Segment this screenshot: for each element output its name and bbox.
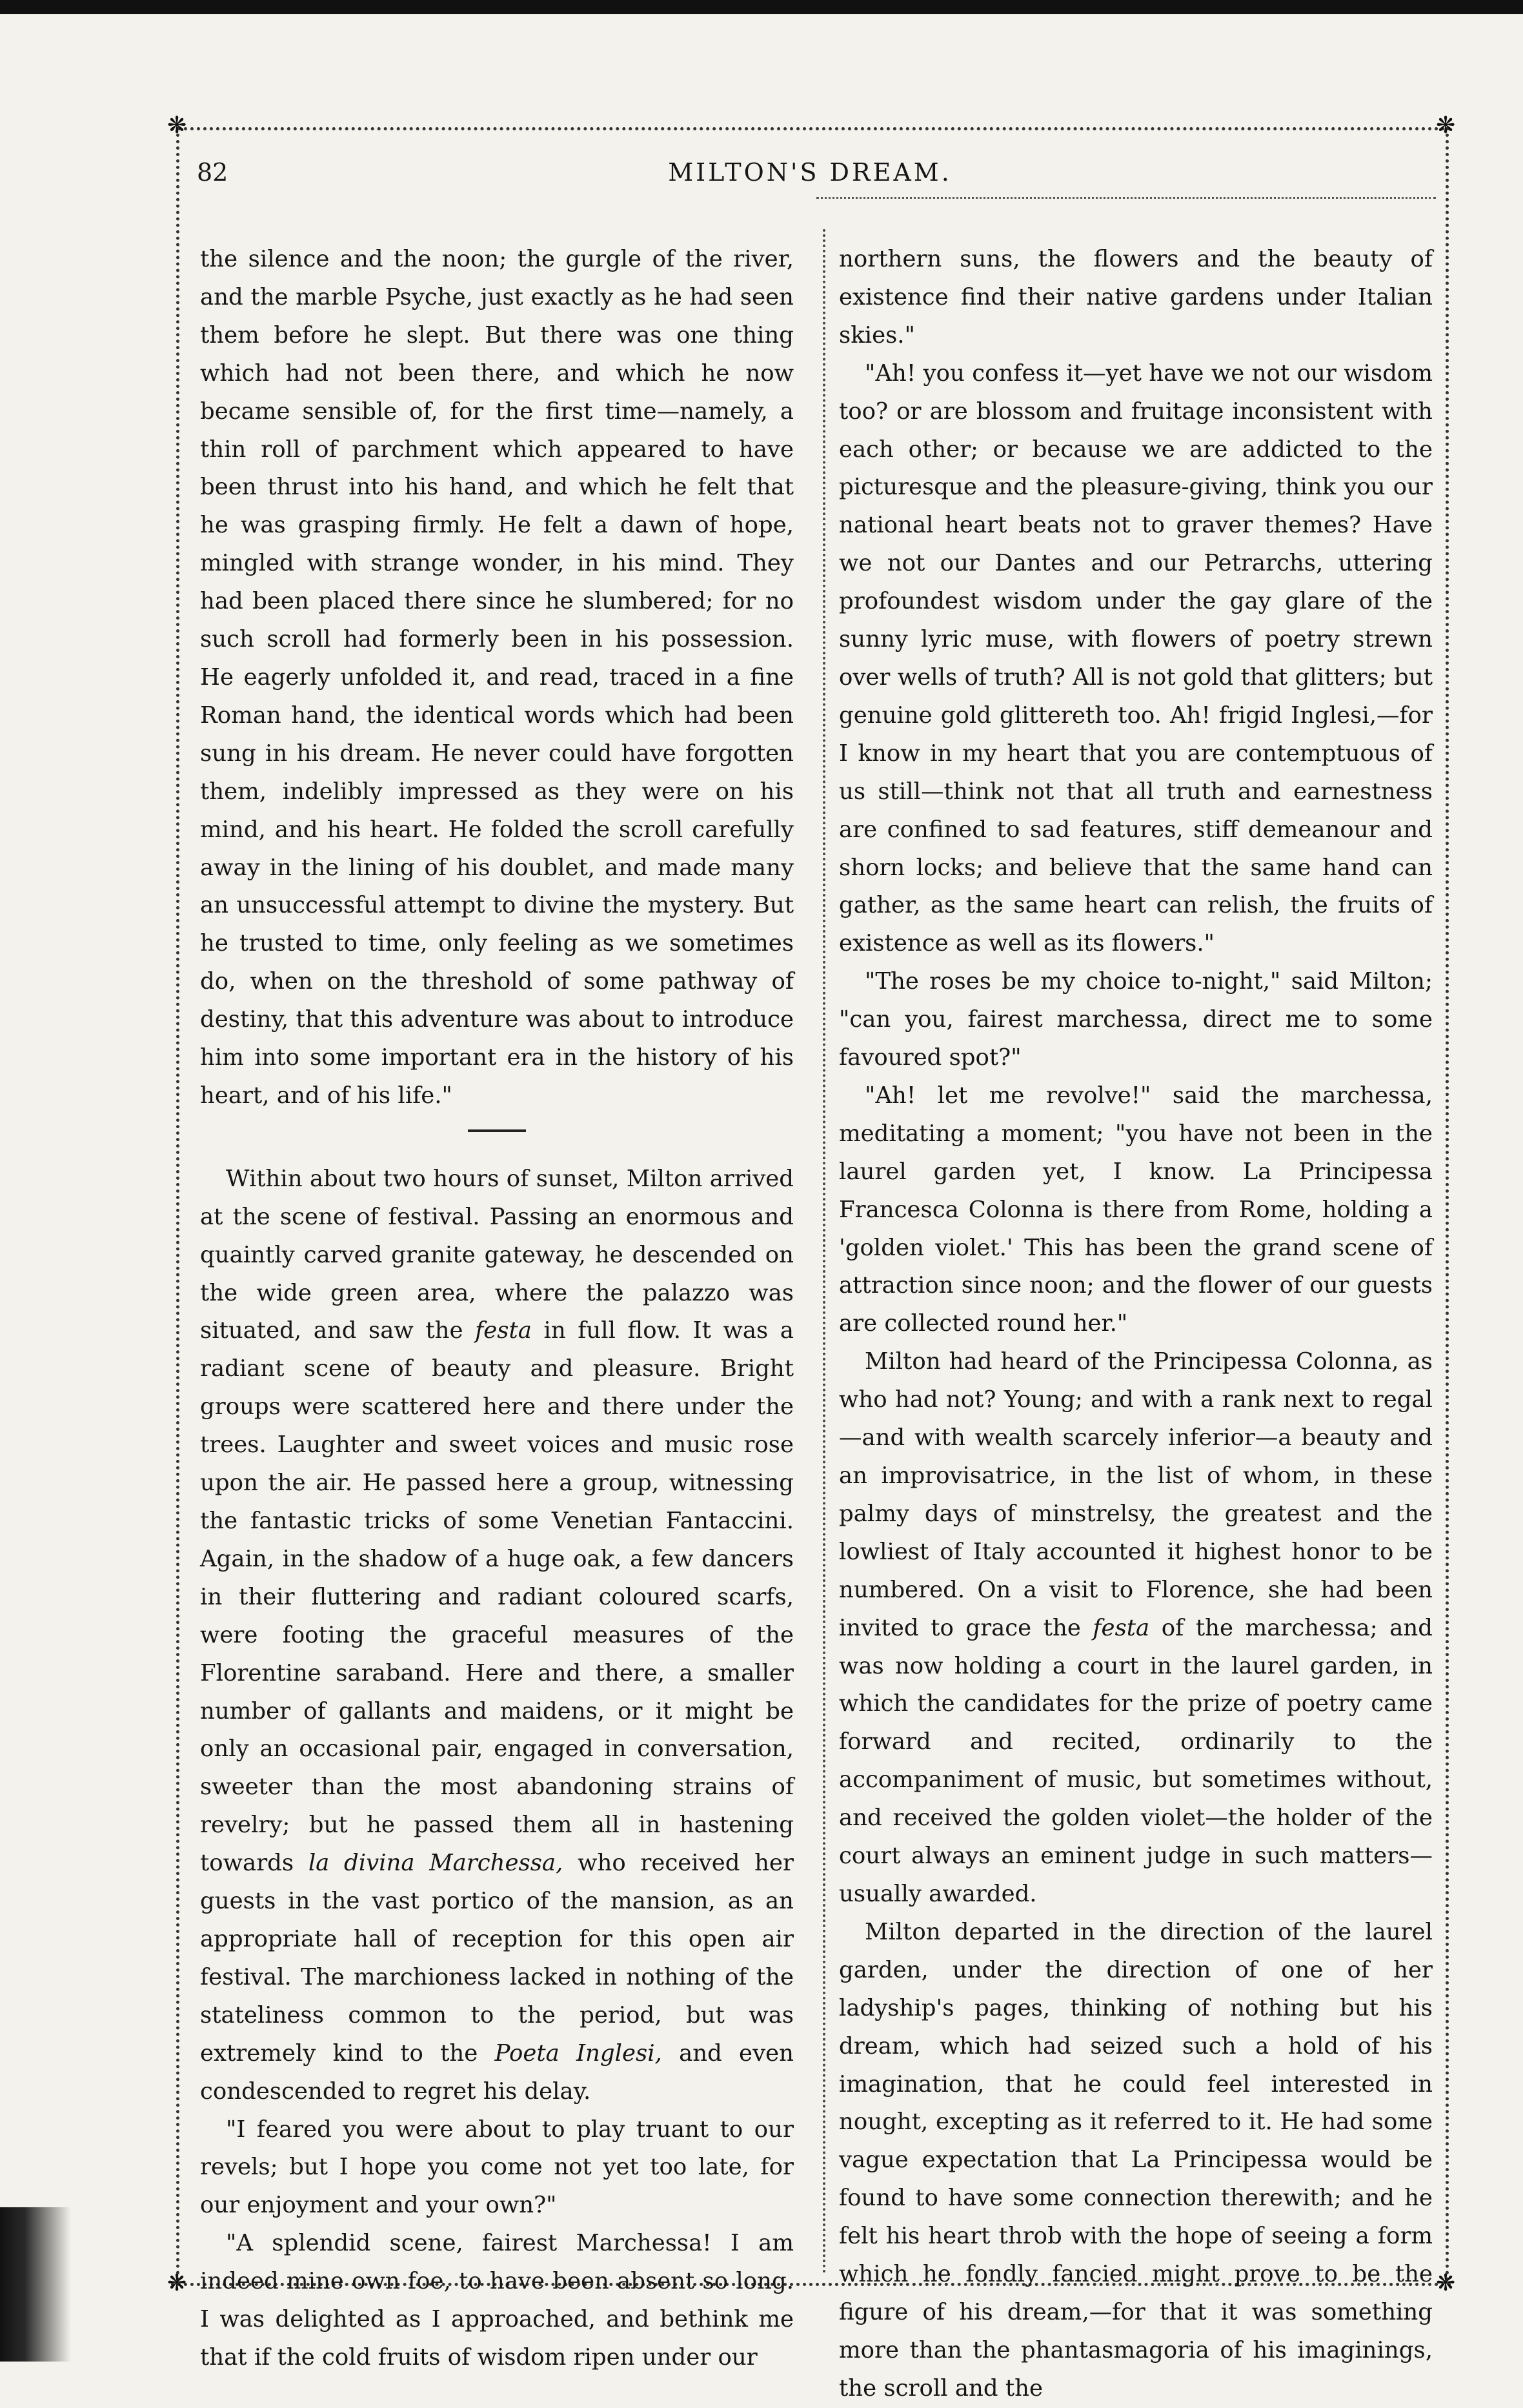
- paragraph: "The roses be my choice to-night," said Milton; "can you, fairest marchessa, direct me to some favoured spot?": [839, 968, 1433, 1071]
- top-border: [171, 127, 1452, 130]
- page-number: 82: [197, 158, 228, 187]
- scan-binding-shadow: [0, 2207, 71, 2362]
- paragraph: "A splendid scene, fairest Marchessa! I am indeed mine own foe, to have been absent so long. I was delighted as I approached, and bethink me that if the cold fruits of wisdom ripen under our: [200, 2230, 794, 2371]
- section-divider: [468, 1129, 526, 1132]
- running-title: MILTON'S DREAM.: [668, 158, 952, 187]
- corner-ornament-icon: ❋: [167, 112, 187, 139]
- header-underline: [816, 197, 1436, 199]
- italic-text: Poeta Inglesi,: [494, 2039, 662, 2067]
- paragraph: Within about two hours of sunset, Milton arrived at the scene of festival. Passing an enormous and quaintly carved granite gateway, he descended on the wide green area, where the palazzo was situated, and saw the festa in full flow. It was a radiant scene of beauty and pleasure. Bright groups were scattered here and there under the trees. Laughter and sweet voices and music rose upon the air. He passed here a group, witnessing the fantastic tricks of some Venetian Fantaccini. Again, in the shadow of a huge oak, a few dancers in their fluttering and radiant coloured scarfs, were footing the graceful measures of the Florentine saraband. Here and there, a smaller number of gallants and maidens, or it might be only an occasional pair, engaged in conversation, sweeter than the most abandoning strains of revelry; but he passed them all in hastening towards la divina Marchessa, who received her guests in the vast portico of the mansion, as an appropriate hall of reception for this open air festival. The marchioness lacked in nothing of the stateliness common to the period, but was extremely kind to the Poeta Inglesi, and even condescended to regret his delay.: [200, 1165, 794, 2105]
- paragraph: the silence and the noon; the gurgle of the river, and the marble Psyche, just exactly as he had seen them before he slept. But there was one thing which had not been there, and which he now became sensible of, for the first time—namely, a thin roll of parchment which appeared to have been thrust into his hand, and which he felt that he was grasping firmly. He felt a dawn of hope, mingled with strange wonder, in his mind. They had been placed there since he slumbered; for no such scroll had formerly been in his possession. He eagerly unfolded it, and read, traced in a fine Roman hand, the identical words which had been sung in his dream. He never could have forgotten them, indelibly impressed as they were on his mind, and his heart. He folded the scroll carefully away in the lining of his doublet, and made many an unsuccessful attempt to divine the mystery. But he trusted to time, only feeling as we sometimes do, when on the threshold of some pathway of destiny, that this adventure was about to introduce him into some important era in the history of his heart, and of his life.": [200, 246, 794, 1109]
- paragraph: Milton had heard of the Principessa Colonna, as who had not? Young; and with a rank next to regal—and with wealth scarcely inferior—a beauty and an improvisatrice, in the list of whom, in these palmy days of minstrelsy, the greatest and the lowliest of Italy accounted it highest honor to be numbered. On a visit to Florence, she had been invited to grace the festa of the marchessa; and was now holding a court in the laurel garden, in which the candidates for the prize of poetry came forward and recited, ordinarily to the accompaniment of music, but sometimes without, and received the golden violet—the holder of the court always an eminent judge in such matters—usually awarded.: [839, 1348, 1433, 1907]
- right-border: [1446, 127, 1449, 2283]
- paragraph: "I feared you were about to play truant to our revels; but I hope you come not yet too late, for our enjoyment and your own?": [200, 2116, 794, 2219]
- paragraph: Milton departed in the direction of the laurel garden, under the direction of one of her ladyship's pages, thinking of nothing but his dream, which had seized such a hold of his imagination, that he could feel interested in nought, excepting as it referred to it. He had some vague expectation that La Principessa would be found to have some connection therewith; and he felt his heart throb with the hope of seeing a form which he fondly fancied might prove to be the figure of his dream,—for that it was something more than the phantasmagoria of his imaginings, the scroll and the: [839, 1918, 1433, 2402]
- right-column: [839, 241, 1433, 2408]
- corner-ornament-icon: ❋: [1436, 112, 1456, 139]
- italic-text: la divina Marchessa,: [308, 1850, 563, 1877]
- column-divider: [823, 229, 825, 2275]
- paragraph: "Ah! let me revolve!" said the marchessa, meditating a moment; "you have not been in the laurel garden yet, I know. La Principessa Francesca Colonna is there from Rome, holding a 'golden violet.' This has been the grand scene of attraction since noon; and the flower of our guests are collected round her.": [839, 1082, 1433, 1337]
- italic-text: festa: [1093, 1614, 1150, 1641]
- scan-top-edge: [0, 0, 1523, 14]
- left-column: [200, 241, 794, 2377]
- corner-ornament-icon: ❋: [1436, 2270, 1456, 2296]
- corner-ornament-icon: ❋: [167, 2270, 187, 2296]
- paragraph: northern suns, the flowers and the beauty of existence find their native gardens under Italian skies.": [839, 246, 1433, 349]
- paragraph: "Ah! you confess it—yet have we not our wisdom too? or are blossom and fruitage inconsistent with each other; or because we are addicted to the picturesque and the pleasure-giving, think you our national heart beats not to graver themes? Have we not our Dantes and our Petrarchs, uttering profoundest wisdom under the gay glare of the sunny lyric muse, with flowers of poetry strewn over wells of truth? All is not gold that glitters; but genuine gold glittereth too. Ah! frigid Inglesi,—for I know in my heart that you are contemptuous of us still—think not that all truth and earnestness are confined to sad features, stiff demeanour and shorn locks; and believe that the same hand can gather, as the same heart can relish, the fruits of existence as well as its flowers.": [839, 359, 1433, 957]
- left-border: [176, 127, 179, 2283]
- italic-text: festa: [475, 1317, 532, 1344]
- page-header: [197, 158, 1423, 197]
- book-page: [167, 112, 1456, 2402]
